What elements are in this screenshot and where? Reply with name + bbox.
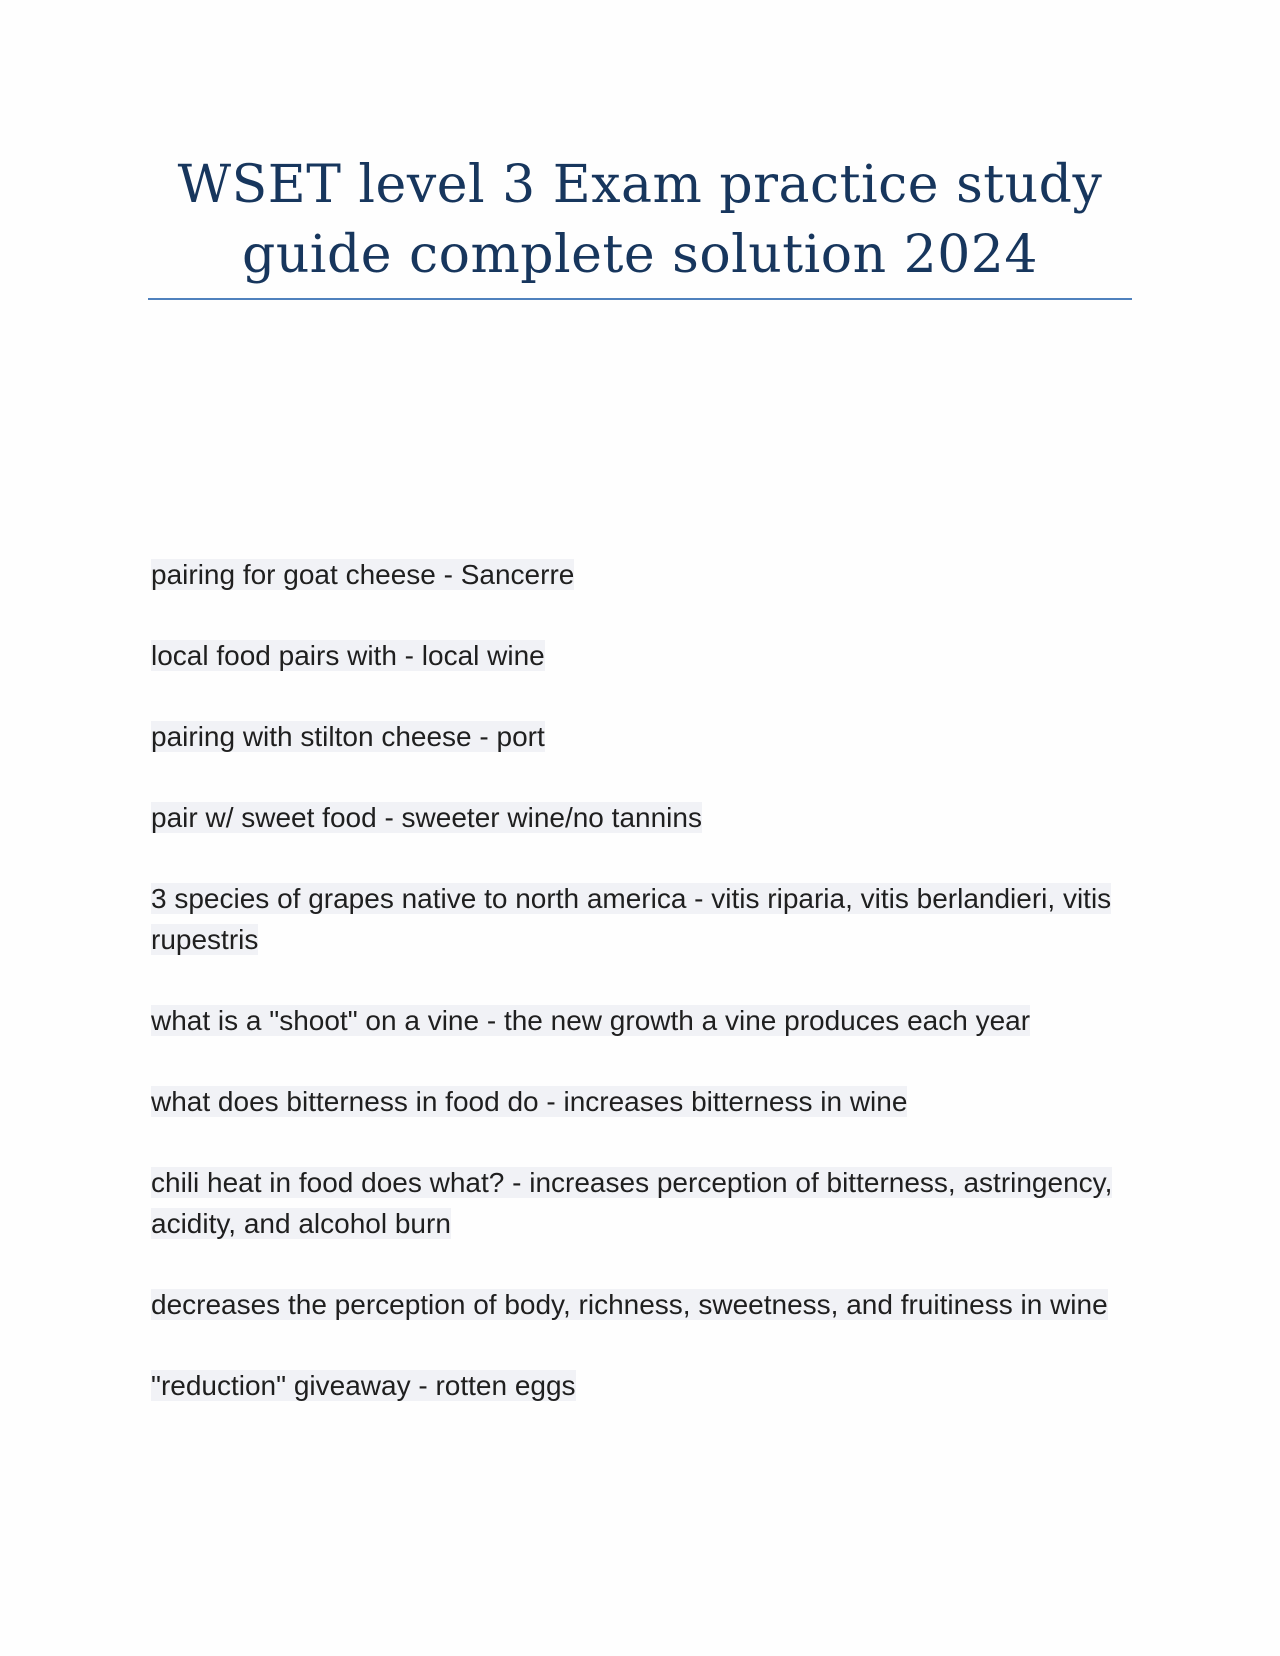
entry-text: what does bitterness in food do - increases bitterness in wine [151, 1086, 908, 1117]
list-item [151, 554, 1131, 595]
list-item [151, 716, 1131, 757]
entry-text: pairing for goat cheese - Sancerre [151, 559, 575, 590]
list-item [151, 878, 1131, 960]
list-item [151, 1284, 1131, 1325]
list-item [151, 797, 1131, 838]
title-block [148, 150, 1132, 300]
entry-text: decreases the perception of body, richness, sweetness, and fruitiness in wine [151, 1289, 1108, 1320]
entry-text: pair w/ sweet food - sweeter wine/no tannins [151, 802, 702, 833]
list-item [151, 1081, 1131, 1122]
list-item [151, 1162, 1131, 1244]
page-title: WSET level 3 Exam practice study guide complete solution 2024 [177, 155, 1103, 285]
entry-list [151, 554, 1131, 1446]
entry-text: 3 species of grapes native to north america - vitis riparia, vitis berlandieri, vitis rupestris [151, 883, 1112, 955]
entry-text: chili heat in food does what? - increases perception of bitterness, astringency, acidity, and alcohol burn [151, 1167, 1113, 1239]
entry-text: what is a "shoot" on a vine - the new growth a vine produces each year [151, 1005, 1031, 1036]
entry-text: local food pairs with - local wine [151, 640, 545, 671]
entry-text: "reduction" giveaway - rotten eggs [151, 1370, 576, 1401]
entry-text: pairing with stilton cheese - port [151, 721, 545, 752]
list-item [151, 635, 1131, 676]
list-item [151, 1000, 1131, 1041]
list-item [151, 1365, 1131, 1406]
